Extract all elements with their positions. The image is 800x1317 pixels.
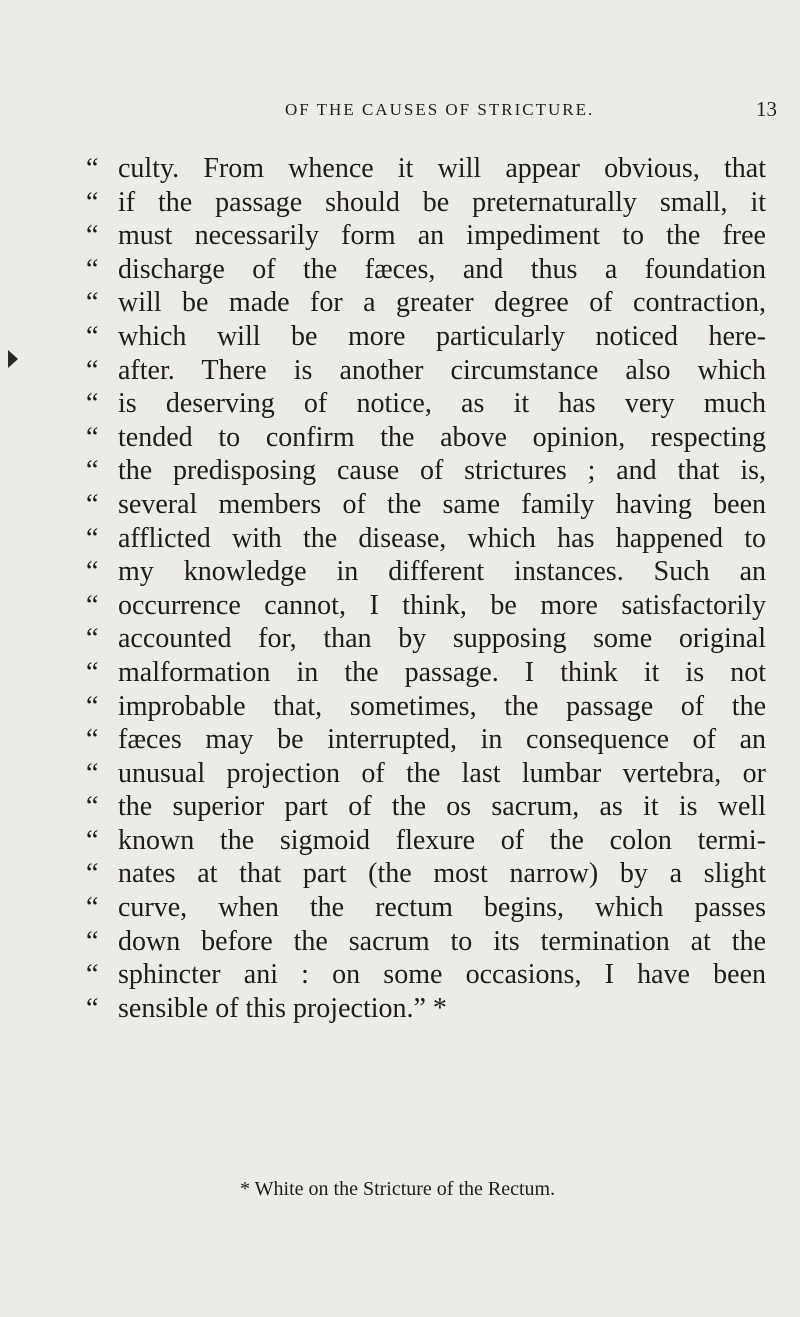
line-text: must necessarily form an impediment to the free [118,220,766,252]
line-text: if the passage should be preternaturally small, it [118,186,766,218]
opening-quote-mark: “ [86,455,99,487]
opening-quote-mark: “ [86,253,99,285]
opening-quote-mark: “ [86,522,99,554]
line-text: curve, when the rectum begins, which passes [118,892,766,924]
margin-arrow-mark [8,350,18,368]
opening-quote-mark: “ [86,757,99,789]
text-line [86,992,766,1026]
opening-quote-mark: “ [86,824,99,856]
text-line [86,723,766,757]
opening-quote-mark: “ [86,858,99,890]
line-text: which will be more particularly noticed here- [118,320,766,352]
opening-quote-mark: “ [86,287,99,319]
line-text: several members of the same family having been [118,488,766,520]
opening-quote-mark: “ [86,556,99,588]
line-text: sensible of this projection.” * [118,992,447,1024]
text-line [86,589,766,623]
body-text [86,152,766,1025]
text-line [86,891,766,925]
line-text: discharge of the fæces, and thus a foundation [118,253,766,285]
opening-quote-mark: “ [86,925,99,957]
opening-quote-mark: “ [86,421,99,453]
text-line [86,454,766,488]
opening-quote-mark: “ [86,220,99,252]
line-text: malformation in the passage. I think it is not [118,656,766,688]
line-text: occurrence cannot, I think, be more satisfactorily [118,589,766,621]
line-text: will be made for a greater degree of contraction, [118,287,766,319]
opening-quote-mark: “ [86,320,99,352]
opening-quote-mark: “ [86,992,99,1024]
running-head [0,97,800,124]
text-line [86,656,766,690]
text-line [86,958,766,992]
opening-quote-mark: “ [86,791,99,823]
line-text: down before the sacrum to its termination at the [118,925,766,957]
line-text: culty. From whence it will appear obvious, that [118,153,766,184]
line-text: is deserving of notice, as it has very much [118,388,766,420]
line-text: unusual projection of the last lumbar vertebra, or [118,757,766,789]
opening-quote-mark: “ [86,623,99,655]
opening-quote-mark: “ [86,690,99,722]
line-text: the superior part of the os sacrum, as it is well [118,791,766,823]
line-text: tended to confirm the above opinion, respecting [118,421,766,453]
page-number: 13 [756,97,777,121]
opening-quote-mark: “ [86,656,99,688]
text-line [86,622,766,656]
text-line [86,522,766,556]
text-line [86,790,766,824]
running-title: OF THE CAUSES OF STRICTURE. [285,100,595,119]
text-line [86,925,766,959]
opening-quote-mark: “ [86,354,99,386]
opening-quote-mark: “ [86,892,99,924]
line-text: my knowledge in different instances. Such an [118,556,766,588]
line-text: fæces may be interrupted, in consequence of an [118,724,766,756]
opening-quote-mark: “ [86,724,99,756]
text-line [86,421,766,455]
text-line [86,824,766,858]
line-text: after. There is another circumstance also which [118,354,766,386]
line-text: improbable that, sometimes, the passage of the [118,690,766,722]
text-line [86,152,766,186]
line-text: accounted for, than by supposing some original [118,623,766,655]
text-line [86,320,766,354]
text-line [86,286,766,320]
opening-quote-mark: “ [86,186,99,218]
text-line [86,857,766,891]
text-line [86,219,766,253]
text-line [86,555,766,589]
opening-quote-mark: “ [86,959,99,991]
line-text: sphincter ani : on some occasions, I have been [118,959,766,991]
line-text: known the sigmoid flexure of the colon termi- [118,824,766,856]
opening-quote-mark: “ [86,589,99,621]
text-line [86,186,766,220]
text-line [86,253,766,287]
text-line [86,757,766,791]
text-line [86,387,766,421]
opening-quote-mark: “ [86,388,99,420]
line-text: the predisposing cause of strictures ; and that is, [118,455,766,487]
footnote: * White on the Stricture of the Rectum. [240,1178,556,1200]
text-line [86,690,766,724]
opening-quote-mark: “ [86,153,99,184]
text-line [86,354,766,388]
opening-quote-mark: “ [86,488,99,520]
line-text: afflicted with the disease, which has happened to [118,522,766,554]
line-text: nates at that part (the most narrow) by a slight [118,858,766,890]
text-line [86,488,766,522]
